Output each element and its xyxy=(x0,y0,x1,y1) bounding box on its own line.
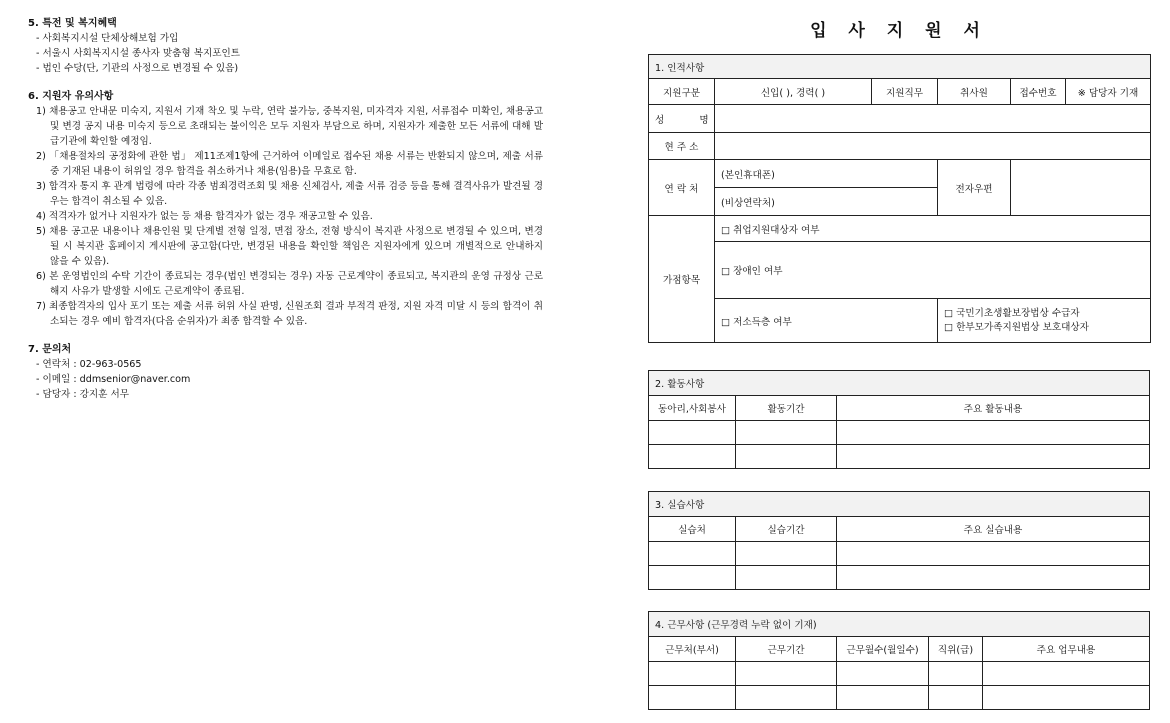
table-cell[interactable] xyxy=(837,542,1150,566)
table-cell[interactable] xyxy=(837,662,929,686)
list-item: - 서울시 사회복지시설 종사자 맞춤형 복지포인트 xyxy=(36,48,241,59)
column-header: 실습기간 xyxy=(736,517,837,542)
table-cell[interactable] xyxy=(736,445,837,469)
column-header: 주요 활동내용 xyxy=(837,396,1150,421)
column-header: 주요 실습내용 xyxy=(837,517,1150,542)
table-cell[interactable] xyxy=(929,662,983,686)
column-header: 실습처 xyxy=(649,517,736,542)
address-field[interactable] xyxy=(715,133,1151,160)
table-cell[interactable] xyxy=(837,421,1150,445)
checkbox-employment[interactable]: □ 취업지원대상자 여부 xyxy=(715,216,1151,242)
list-item: 7) 최종합격자의 입사 포기 또는 제출 서류 허위 사실 판명, 신원조회 결과 부적격 판정, 지원 자격 미달 시 등의 합격이 취소되는 경우 예비 합격자(다음 순위자)가 최종 합격할 수 있음. xyxy=(36,301,543,327)
table-cell[interactable] xyxy=(983,662,1150,686)
job-field[interactable]: 취사원 xyxy=(938,79,1011,105)
label-apply-type: 지원구분 xyxy=(649,79,715,105)
label-name: 성 명 xyxy=(649,105,715,133)
table-cell[interactable] xyxy=(649,686,736,710)
section-contact xyxy=(28,342,543,402)
name-field[interactable] xyxy=(715,105,1151,133)
column-header: 주요 업무내용 xyxy=(983,637,1150,662)
table-row xyxy=(649,662,1150,686)
table-cell[interactable] xyxy=(736,566,837,590)
checkbox-basic-livelihood[interactable]: □ 국민기초생활보장법상 수급자 xyxy=(944,307,1080,319)
section-header: 1. 인적사항 xyxy=(649,55,1151,79)
practicum-table xyxy=(648,491,1150,590)
table-row xyxy=(649,542,1150,566)
column-header: 근무월수(월일수) xyxy=(837,637,929,662)
work-experience-table xyxy=(648,611,1150,710)
list-item: - 이메일 : ddmsenior@naver.com xyxy=(36,374,191,385)
section-header: 3. 실습사항 xyxy=(649,492,1150,517)
list-item: - 사회복지시설 단체상해보험 가입 xyxy=(36,33,179,44)
mobile-field[interactable]: (본인휴대폰) xyxy=(715,160,938,188)
table-cell[interactable] xyxy=(649,662,736,686)
label-address: 현 주 소 xyxy=(649,133,715,160)
checkbox-group-support xyxy=(938,299,1151,343)
list-item: - 연락처 : 02-963-0565 xyxy=(36,359,142,370)
table-row xyxy=(649,566,1150,590)
table-cell[interactable] xyxy=(649,566,736,590)
label-contact: 연 락 처 xyxy=(649,160,715,216)
section-benefits xyxy=(28,16,543,76)
table-cell[interactable] xyxy=(736,421,837,445)
label-bonus: 가점항목 xyxy=(649,216,715,343)
table-row xyxy=(649,686,1150,710)
checkbox-single-parent[interactable]: □ 한부모가족지원법상 보호대상자 xyxy=(944,321,1089,333)
apply-type-field[interactable]: 신입( ), 경력( ) xyxy=(715,79,872,105)
table-cell[interactable] xyxy=(929,686,983,710)
table-cell[interactable] xyxy=(837,566,1150,590)
table-cell[interactable] xyxy=(837,686,929,710)
section-header: 2. 활동사항 xyxy=(649,371,1150,396)
table-cell[interactable] xyxy=(649,445,736,469)
checkbox-disabled[interactable]: □ 장애인 여부 xyxy=(715,242,1151,299)
table-cell[interactable] xyxy=(736,542,837,566)
table-cell[interactable] xyxy=(983,686,1150,710)
table-cell[interactable] xyxy=(649,421,736,445)
column-header: 동아리,사회봉사 xyxy=(649,396,736,421)
section-title: 6. 지원자 유의사항 xyxy=(28,91,114,102)
list-item: 1) 채용공고 안내문 미숙지, 지원서 기재 착오 및 누락, 연락 불가능, 중복지원, 미자격자 지원, 서류접수 미확인, 채용공고 및 변경 공지 내용 미숙지 등으로 초래되는 불이익은 모두 지원자 부담으로 하며, 지원자가 제출한 모든 서류에 대해 발급기관에 확인할 예정임. xyxy=(36,106,543,147)
section-title: 5. 특전 및 복지혜택 xyxy=(28,18,117,29)
emergency-field[interactable]: (비상연락처) xyxy=(715,188,938,216)
form-title: 입 사 지 원 서 xyxy=(810,21,988,41)
column-header: 활동기간 xyxy=(736,396,837,421)
column-header: 근무처(부서) xyxy=(649,637,736,662)
list-item: 4) 적격자가 없거나 지원자가 없는 등 채용 합격자가 없는 경우 재공고할 수 있음. xyxy=(36,211,373,222)
table-cell[interactable] xyxy=(736,686,837,710)
column-header: 근무기간 xyxy=(736,637,837,662)
list-item: - 담당자 : 강지훈 서무 xyxy=(36,389,130,400)
personal-info-table xyxy=(648,54,1151,343)
label-email: 전자우편 xyxy=(938,160,1011,216)
list-item: 2) 「채용절차의 공정화에 관한 법」 제11조제1항에 근거하여 이메일로 접수된 채용 서류는 반환되지 않으며, 제출 서류 중 기재된 내용이 허위일 경우 합격을 취소하거나 채용(임용)을 무효로 함. xyxy=(36,151,543,177)
column-header: 직위(급) xyxy=(929,637,983,662)
label-job: 지원직무 xyxy=(872,79,938,105)
email-field[interactable] xyxy=(1011,160,1151,216)
list-item: 6) 본 운영법인의 수탁 기간이 종료되는 경우(법인 변경되는 경우) 자동 근로계약이 종료되고, 복지관의 운영 규정상 근로 해지 사유가 발생할 시에도 근로계약이 종료됨. xyxy=(36,271,543,297)
table-row xyxy=(649,445,1150,469)
label-receipt-no: 접수번호 xyxy=(1011,79,1066,105)
list-item: 5) 채용 공고문 내용이나 채용인원 및 단계별 전형 일정, 면접 장소, 전형 방식이 복지관 사정으로 변경될 수 있으며, 변경될 시 복지관 홈페이지 게시판에 공고함(다만, 변경된 내용을 확인할 책임은 지원자에게 있으며 개별적으로 안내하지 않을 수 있음). xyxy=(36,226,543,267)
list-item: 3) 합격자 통지 후 관계 법령에 따라 각종 범죄경력조회 및 채용 신체검사, 제출 서류 검증 등을 통해 결격사유가 발견될 경우는 합격이 취소될 수 있음. xyxy=(36,181,543,207)
receipt-note: ※ 담당자 기재 xyxy=(1066,79,1151,105)
section-applicant-notes xyxy=(28,89,543,329)
activity-table xyxy=(648,370,1150,469)
section-header: 4. 근무사항 (근무경력 누락 없이 기재) xyxy=(649,612,1150,637)
list-item: - 법인 수당(단, 기관의 사정으로 변경될 수 있음) xyxy=(36,63,239,74)
table-cell[interactable] xyxy=(649,542,736,566)
table-row xyxy=(649,421,1150,445)
table-cell[interactable] xyxy=(736,662,837,686)
checkbox-lowincome[interactable]: □ 저소득층 여부 xyxy=(715,299,938,343)
section-title: 7. 문의처 xyxy=(28,344,72,355)
table-cell[interactable] xyxy=(837,445,1150,469)
notice-column xyxy=(28,16,543,415)
